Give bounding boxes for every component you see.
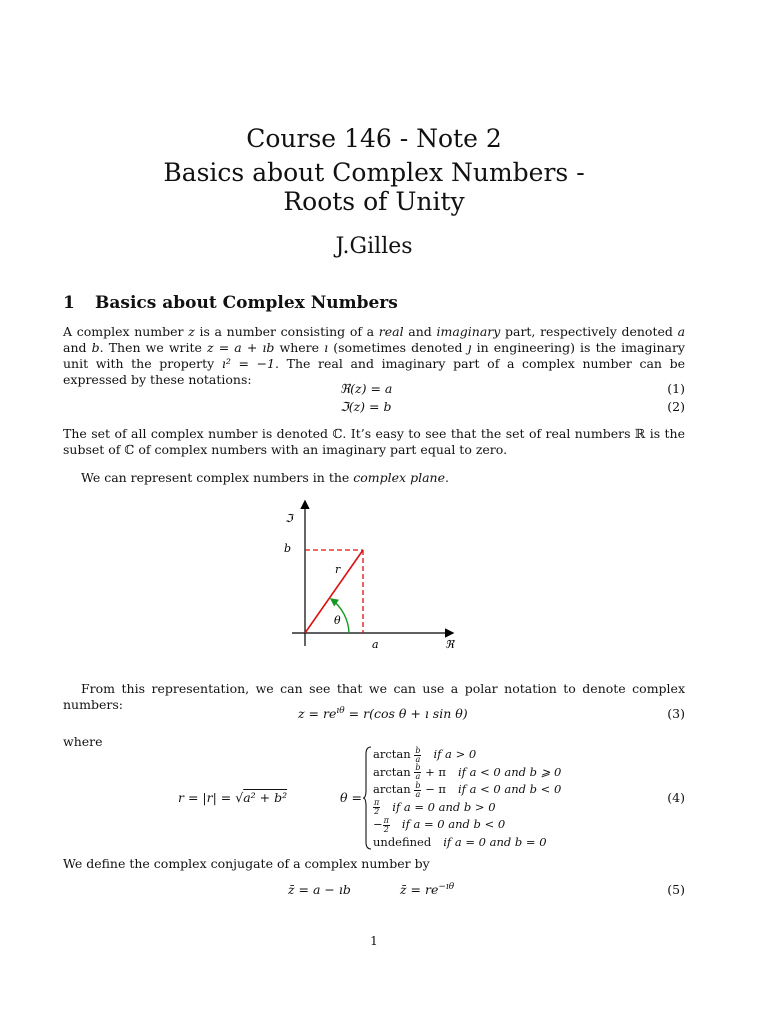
equation-imag-part: ℑ(z) = b [340,399,392,414]
complex-plane-figure [270,496,470,656]
paragraph-complex-set: The set of all complex number is denoted ℂ. It’s easy to see that the set of real numbers ℝ is the subset of ℂ of complex numbers with an imaginary part equal to zero. [63,426,685,457]
b-label: b [284,542,292,555]
theta-cases [373,746,561,851]
theta-case-row: undefined if a = 0 and b = 0 [373,834,547,849]
equation-number-3: (3) [667,706,685,721]
theta-label: θ [334,614,341,627]
paragraph-complex-plane: We can represent complex numbers in the complex plane. [81,470,449,485]
theta-case-row: arctan $\frac{b}{a}$ if a > 0 [373,745,477,764]
equation-modulus: r = |r| = √a² + b² [178,790,288,805]
equation-number-2: (2) [667,399,685,414]
title-line-3: Roots of Unity [283,187,465,216]
theta-case-row: arctan $\frac{b}{a}$ + π if a < 0 and b ⩾ 0 [373,763,562,781]
fraction: $\frac{b}{a}$ [415,745,421,764]
real-axis-label: ℜ [445,638,454,651]
equation-number-5: (5) [667,882,685,897]
imaginary-axis-label: ℑ [285,512,293,525]
fraction: $\frac{\pi}{2}$ [374,798,380,816]
fraction: $\frac{b}{a}$ [415,763,421,781]
equation-theta-lhs: θ = [340,790,362,805]
title-line-2: Basics about Complex Numbers - [163,158,585,187]
where-label: where [63,734,103,749]
paragraph-polar: From this representation, we can see that we can use a polar notation to denote complex numbers: [63,681,685,712]
theta-case-row: $\frac{\pi}{2}$ if a = 0 and b > 0 [374,798,496,816]
equation-polar: $z = re^{ı\theta} = r(\cos$ θ + ı sin θ) [298,706,468,722]
theta-case-row: arctan $\frac{b}{a}$ − π if a < 0 and b < 0 [373,780,562,799]
paragraph-conjugate: We define the complex conjugate of a complex number by [63,856,430,871]
section-heading [63,293,398,313]
fraction: $\frac{\pi}{2}$ [383,815,389,834]
title-line-1: Course 146 - Note 2 [246,124,502,153]
author: J.Gilles [335,234,413,259]
fraction: $\frac{b}{a}$ [415,780,421,799]
equation-number-4: (4) [667,790,685,805]
paragraph-definition: A complex number z is a number consisting of a real and imaginary part, respectively denoted a and b. Then we write z = a + ıb where ı (sometimes denoted ȷ in engineering) is the imaginary unit with the property ı² = −1. The real and imaginary part of a complex number can be expressed by these notations: [63,324,686,387]
theta-case-row: − $\frac{\pi}{2}$ if a = 0 and b < 0 [373,815,506,834]
section-number: 1 [63,293,75,313]
a-label: a [372,638,379,651]
r-label: r [335,563,341,576]
equation-number-1: (1) [667,381,685,396]
equation-conjugate-cartesian: z̄ = a − ıb [288,882,351,897]
equation-real-part: ℜ(z) = a [340,381,393,396]
page-number: 1 [370,934,378,948]
equation-conjugate-polar: z̄ = $re^{-ı\theta}$ [400,882,455,898]
cases-brace [362,746,372,850]
section-title: Basics about Complex Numbers [95,293,398,313]
